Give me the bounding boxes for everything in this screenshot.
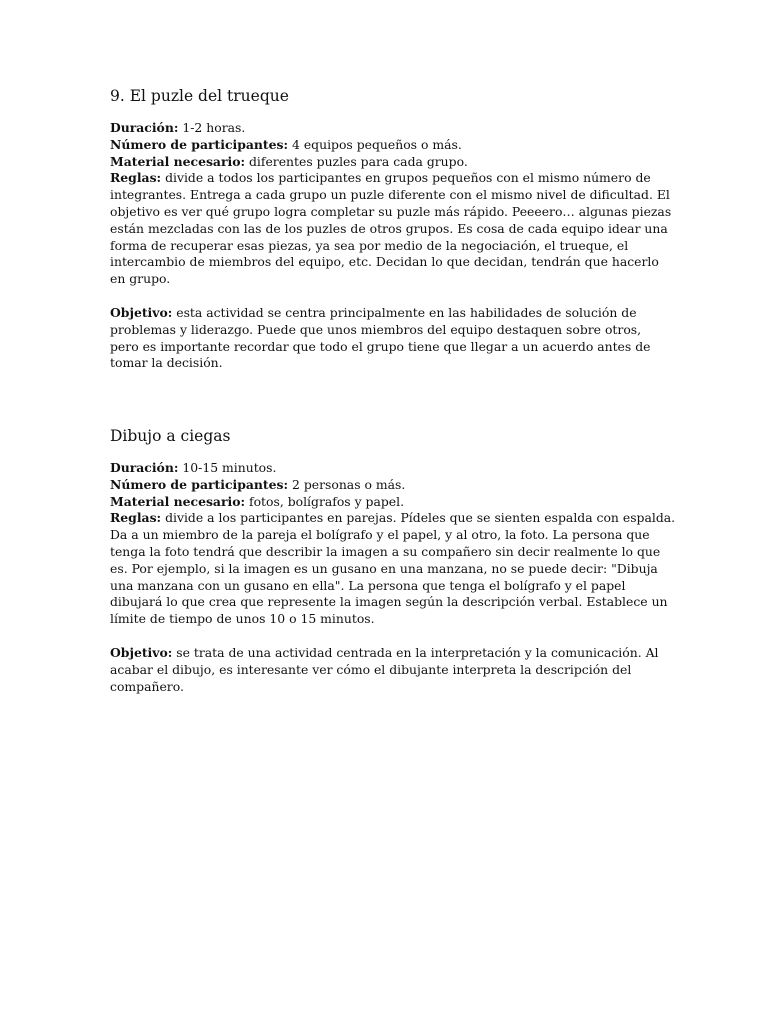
material-line bbox=[110, 494, 658, 511]
participantes-label: Número de participantes: bbox=[110, 136, 289, 152]
reglas-line: integrantes. Entrega a cada grupo un puzle diferente con el mismo nivel de dificultad. El bbox=[110, 187, 670, 203]
reglas-label: Reglas: bbox=[110, 170, 162, 186]
objetivo-paragraph bbox=[110, 645, 658, 695]
participantes-value: 4 equipos pequeños o más. bbox=[288, 136, 462, 152]
duracion-value: 10-15 minutos. bbox=[178, 460, 277, 475]
reglas-line: Reglas: divide a los participantes en parejas. Pídeles que se sienten espalda con espalda. bbox=[110, 510, 676, 526]
participantes-line bbox=[110, 137, 658, 154]
objetivo-line: problemas y liderazgo. Puede que unos miembros del equipo destaquen sobre otros, bbox=[110, 321, 642, 337]
objetivo-line: Objetivo: se trata de una actividad centrada en la interpretación y la comunicación. Al bbox=[110, 644, 659, 660]
reglas-paragraph bbox=[110, 510, 676, 628]
reglas-line: una manzana con un gusano en ella". La persona que tenga el bolígrafo y el papel bbox=[110, 577, 626, 593]
reglas-line: están mezcladas con las de los puzles de otros grupos. Es cosa de cada equipo idear una bbox=[110, 220, 668, 236]
participantes-value: 2 personas o más. bbox=[288, 476, 406, 492]
material-label: Material necesario: bbox=[110, 153, 246, 169]
material-line bbox=[110, 154, 658, 171]
reglas-line: Da a un miembro de la pareja el bolígrafo y el papel, y al otro, la foto. La persona que bbox=[110, 527, 650, 543]
section-title: 9. El puzle del trueque bbox=[110, 87, 289, 105]
participantes-label: Número de participantes: bbox=[110, 476, 289, 492]
reglas-label: Reglas: bbox=[110, 510, 162, 526]
reglas-line: dibujará lo que crea que represente la imagen según la descripción verbal. Establece un bbox=[110, 594, 668, 610]
material-value: fotos, bolígrafos y papel. bbox=[245, 493, 405, 509]
duracion-line bbox=[110, 120, 658, 137]
activity-section-puzle bbox=[110, 86, 672, 372]
objetivo-label: Objetivo: bbox=[110, 644, 173, 660]
objetivo-line: acabar el dibujo, es interesante ver cómo el dibujante interpreta la descripción del bbox=[110, 661, 632, 677]
objetivo-line: pero es importante recordar que todo el grupo tiene que llegar a un acuerdo antes de bbox=[110, 338, 651, 354]
reglas-line: tenga la foto tendrá que describir la imagen a su compañero sin decir realmente lo que bbox=[110, 543, 661, 559]
duracion-value: 1-2 horas. bbox=[178, 120, 246, 135]
activity-section-dibujo bbox=[110, 426, 676, 695]
duracion-label: Duración: bbox=[110, 460, 179, 475]
reglas-line: Reglas: divide a todos los participantes en grupos pequeños con el mismo número de bbox=[110, 170, 651, 186]
reglas-line: objetivo es ver qué grupo logra completar su puzle más rápido. Peeeero… algunas piezas bbox=[110, 203, 672, 219]
objetivo-line: tomar la decisión. bbox=[110, 355, 223, 371]
reglas-line: forma de recuperar esas piezas, ya sea por medio de la negociación, el trueque, el bbox=[110, 237, 629, 253]
participantes-line bbox=[110, 477, 658, 494]
reglas-line: es. Por ejemplo, si la imagen es un gusano en una manzana, no se puede decir: "Dibuja bbox=[110, 560, 658, 576]
duracion-label: Duración: bbox=[110, 120, 179, 135]
reglas-line: en grupo. bbox=[110, 271, 171, 287]
objetivo-paragraph bbox=[110, 305, 658, 372]
duracion-line bbox=[110, 460, 658, 477]
material-value: diferentes puzles para cada grupo. bbox=[245, 153, 468, 169]
section-title: Dibujo a ciegas bbox=[110, 427, 231, 445]
objetivo-label: Objetivo: bbox=[110, 304, 173, 320]
objetivo-line: compañero. bbox=[110, 678, 184, 694]
material-label: Material necesario: bbox=[110, 493, 246, 509]
reglas-paragraph bbox=[110, 170, 672, 288]
objetivo-line: Objetivo: esta actividad se centra principalmente en las habilidades de solución de bbox=[110, 304, 637, 320]
reglas-line: intercambio de miembros del equipo, etc. Decidan lo que decidan, tendrán que hacerlo bbox=[110, 254, 659, 270]
reglas-line: límite de tiempo de unos 10 o 15 minutos. bbox=[110, 611, 375, 627]
